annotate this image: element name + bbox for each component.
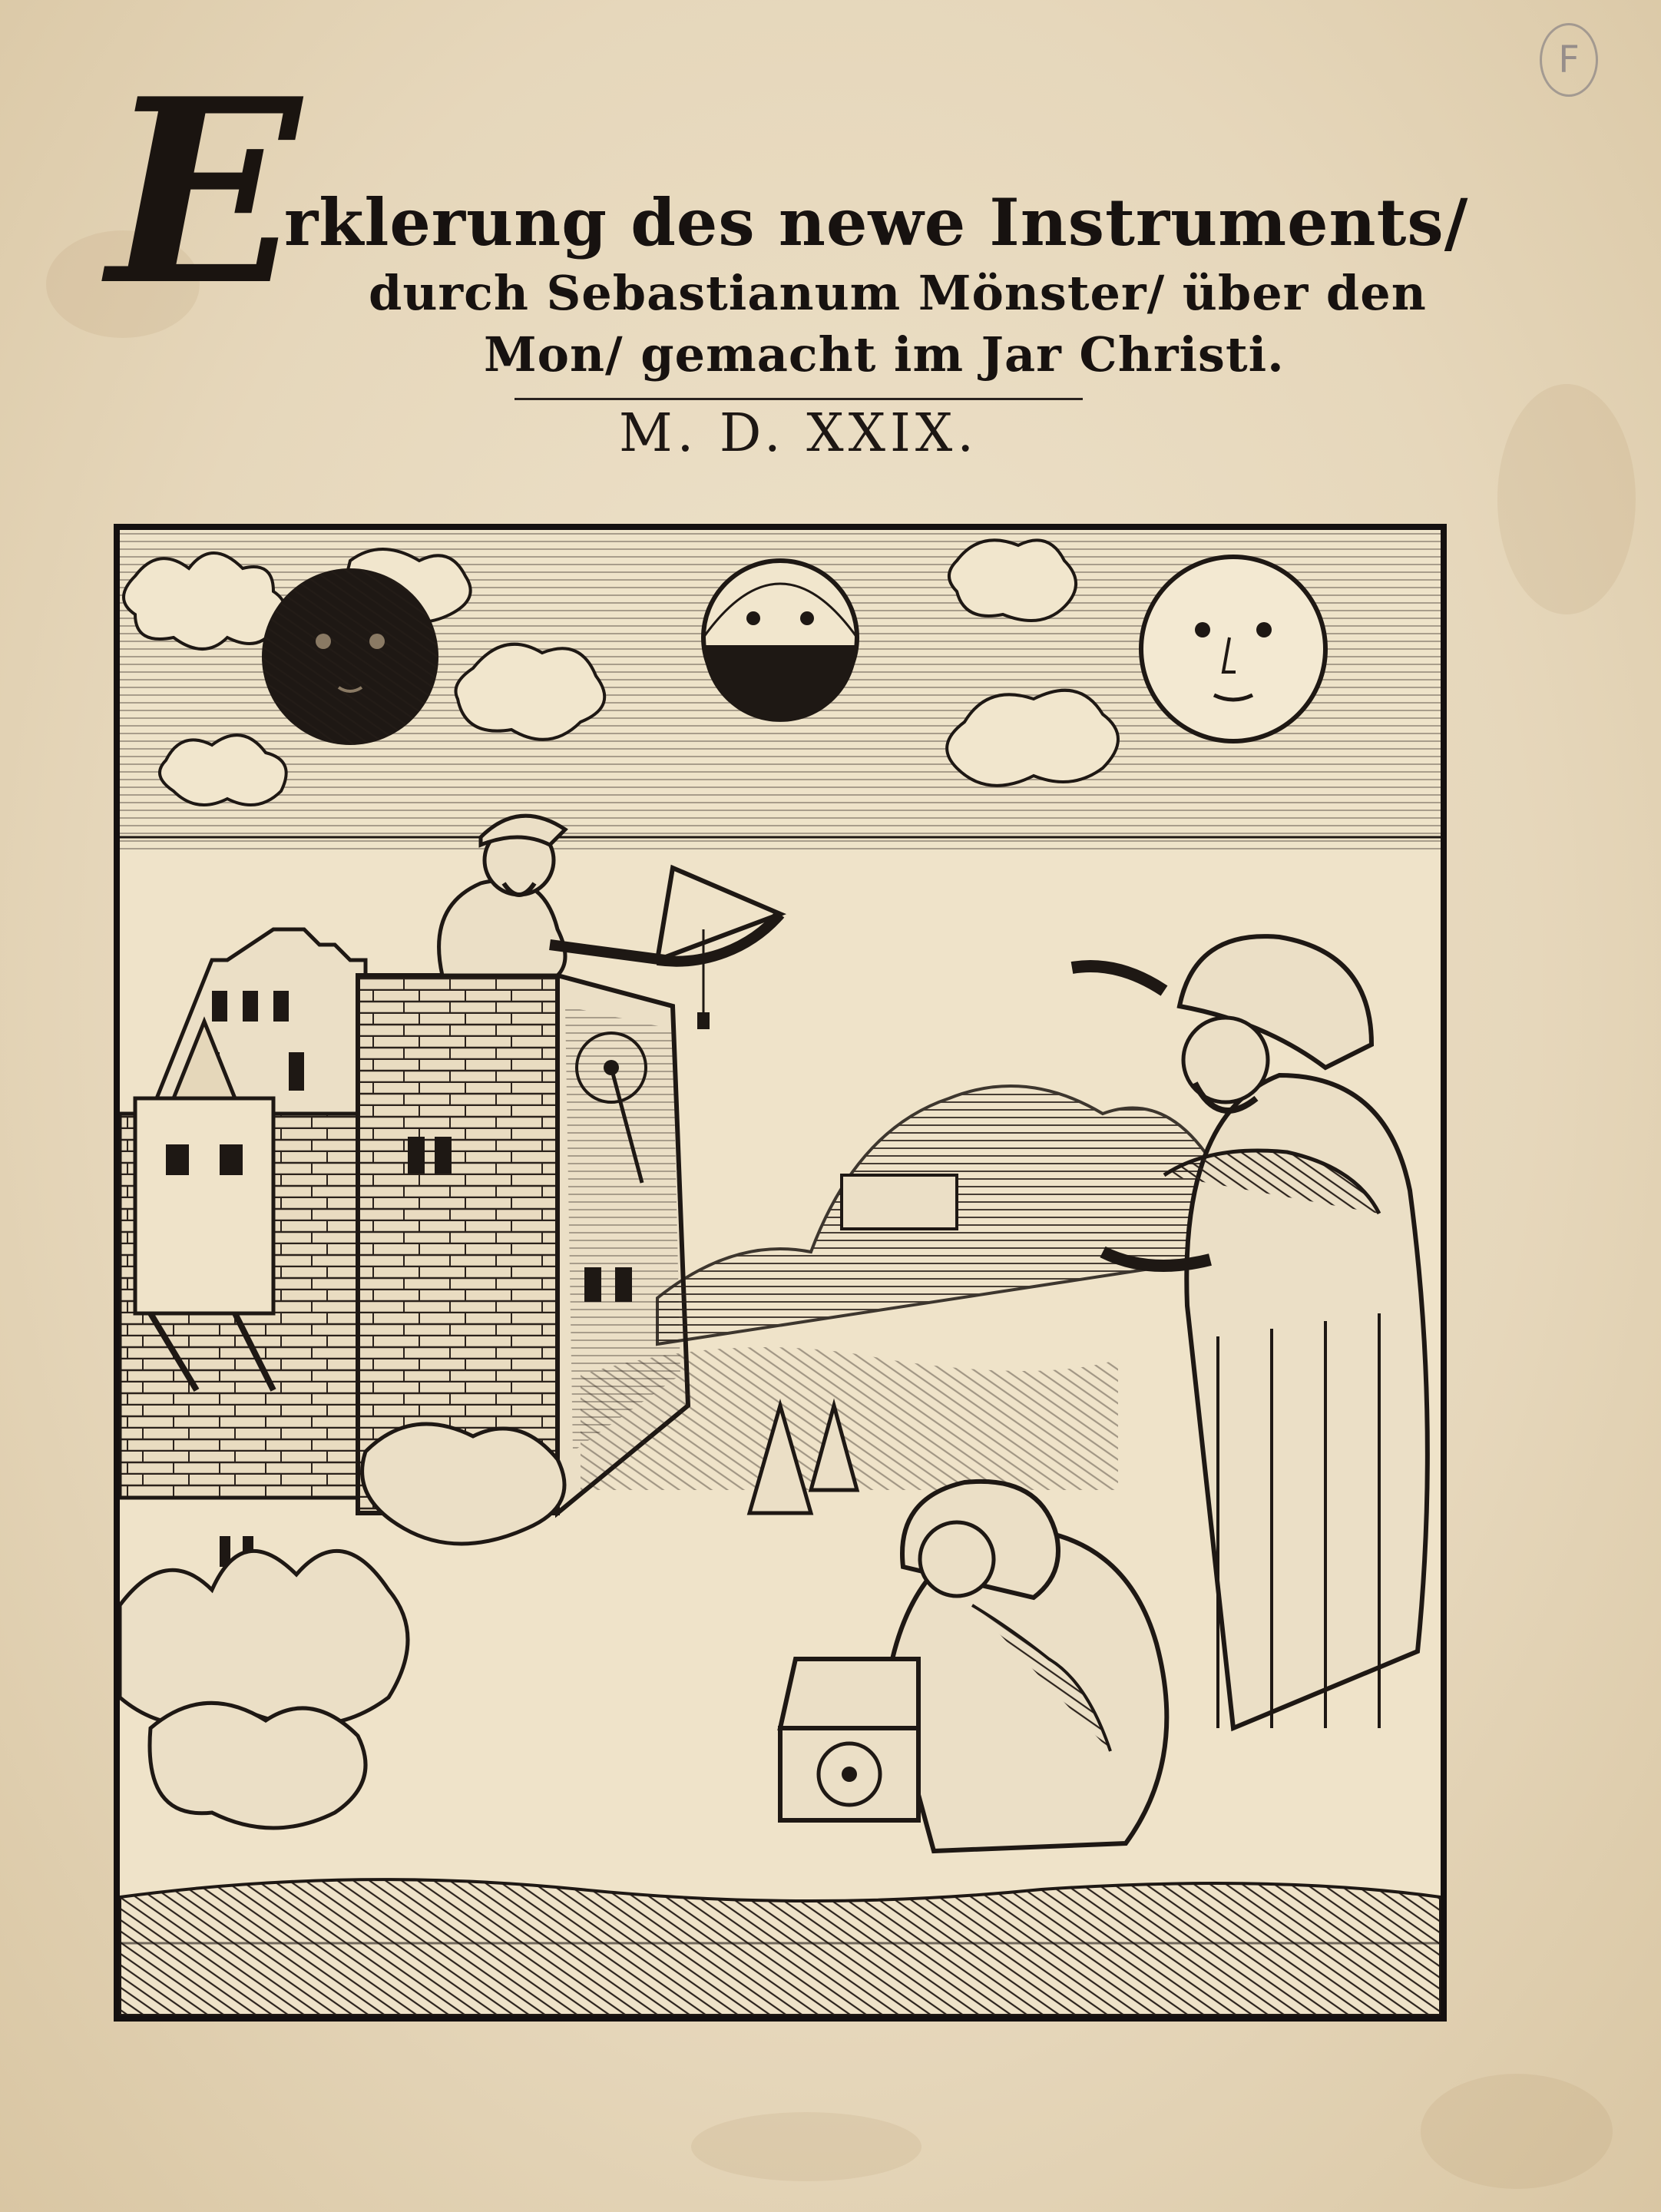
- title-line-2: durch Sebastianum Mönster/ über den: [369, 265, 1427, 321]
- kneeling-figure: [888, 1482, 1166, 1851]
- title-block: [108, 43, 1490, 382]
- portable-sundial-icon: [780, 1659, 918, 1820]
- library-stamp: F: [1540, 23, 1598, 97]
- full-moon-icon: [1141, 557, 1325, 741]
- woodcut-illustration: [114, 524, 1447, 2022]
- title-line-1: rklerung des newe Instruments/: [284, 184, 1469, 260]
- castle-buildings: [120, 929, 373, 1567]
- half-moon-icon: [703, 561, 857, 722]
- title-line-3: Mon/ gemacht im Jar Christi.: [484, 326, 1285, 382]
- decorated-initial: E: [108, 43, 301, 341]
- title-rule: [515, 398, 1083, 400]
- dark-moon-icon: [262, 568, 438, 745]
- publication-year: M. D. XXIX.: [619, 403, 978, 464]
- quadrant-instrument: [657, 868, 780, 1029]
